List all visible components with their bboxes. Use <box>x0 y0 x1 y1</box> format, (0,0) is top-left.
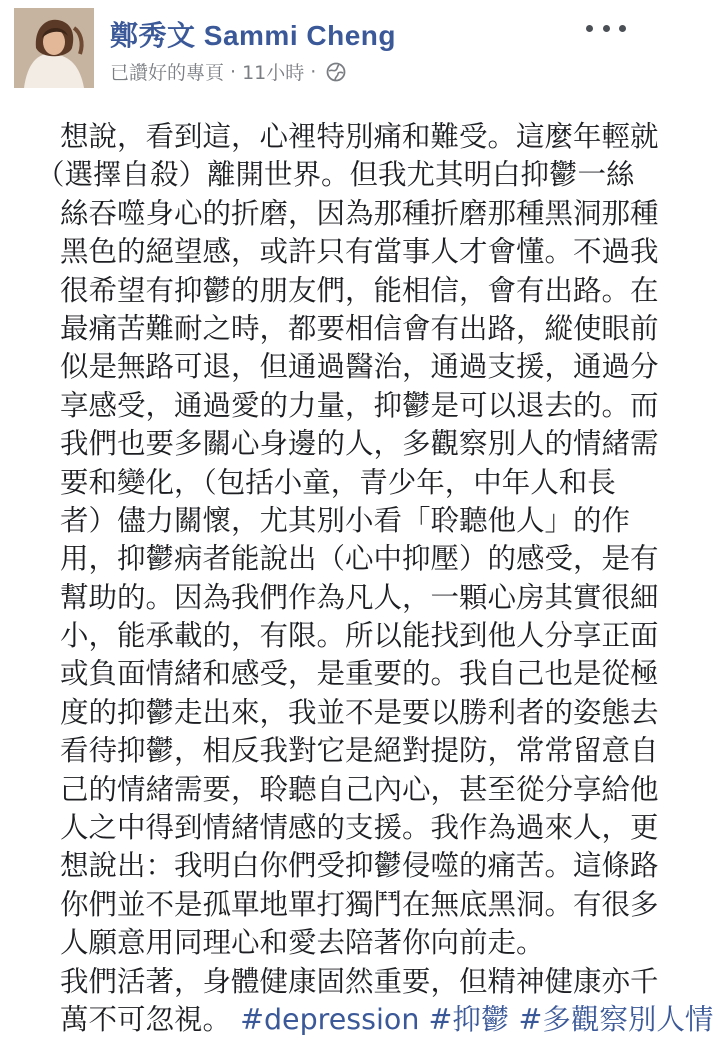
post-text-line: 黑色的絕望感，或許只有當事人才會懂。不過我 <box>60 235 659 269</box>
post-text-line-with-hashtags <box>60 1001 713 1039</box>
post-text-line: 者）儘力關懷，尤其別小看「聆聽他人」的作 <box>60 503 631 537</box>
author-name-link[interactable]: 鄭秀文 Sammi Cheng <box>110 20 396 51</box>
post-text-line: 幫助的。因為我們作為凡人，一顆心房其實很細 <box>60 580 659 614</box>
post-text-line: 最痛苦難耐之時，都要相信會有出路，縱使眼前 <box>60 311 659 345</box>
post-text-line: 很希望有抑鬱的朋友們，能相信，會有出路。在 <box>60 273 659 307</box>
post-text-line: 想說，看到這，心裡特別痛和難受。這麼年輕就 <box>60 120 659 153</box>
avatar[interactable] <box>14 8 94 88</box>
post-text-line: 我們也要多關心身邊的人，多觀察別人的情緒需 <box>60 427 659 461</box>
more-dot <box>586 25 593 32</box>
hashtag-link[interactable]: #多觀察別人情 <box>518 1002 713 1036</box>
meta-separator-2: · <box>310 60 317 83</box>
post-text-line: （選擇自殺）離開世界。但我尤其明白抑鬱一絲 <box>36 158 635 192</box>
post-text-line: 或負面情緒和感受，是重要的。我自己也是從極 <box>60 657 659 691</box>
post-text-line: 似是無路可退，但通過醫治，通過支援，通過分 <box>60 350 659 384</box>
post-timestamp-link[interactable]: 11小時 <box>242 62 305 84</box>
post-text: 萬不可忽視。 <box>60 1002 232 1036</box>
post-text-line: 己的情緒需要，聆聽自己內心，甚至從分享給他 <box>60 772 659 806</box>
post-text-line: 看待抑鬱，相反我對它是絕對提防，常常留意自 <box>60 734 659 768</box>
post-text-line: 你們並不是孤單地單打獨鬥在無底黑洞。有很多 <box>60 887 659 921</box>
post-text-line: 用，抑鬱病者能說出（心中抑壓）的感受，是有 <box>60 542 659 576</box>
more-dot <box>603 25 610 32</box>
liked-page-label: 已讚好的專頁 <box>110 62 225 84</box>
post-header <box>0 0 640 96</box>
post-text-line: 想說出：我明白你們受抑鬱侵噬的痛苦。這條路 <box>60 849 659 883</box>
post-text-line: 要和變化，（包括小童，青少年，中年人和長 <box>60 465 616 499</box>
globe-icon[interactable] <box>326 62 346 82</box>
more-dot <box>619 25 626 32</box>
post-text-line: 享感受，通過愛的力量，抑鬱是可以退去的。而 <box>60 388 659 422</box>
post-meta <box>110 58 346 85</box>
more-options-icon[interactable] <box>586 18 626 38</box>
post-body <box>36 118 713 1039</box>
avatar-image <box>14 8 94 88</box>
meta-separator: · <box>230 60 237 83</box>
post-text-line: 人之中得到情緒情感的支援。我作為過來人，更 <box>60 811 659 845</box>
hashtag-link[interactable]: #depression <box>240 1002 420 1036</box>
post-text-line: 我們活著，身體健康固然重要，但精神健康亦千 <box>60 964 659 998</box>
hashtag-link[interactable]: #抑鬱 <box>428 1002 510 1036</box>
post-text-line: 人願意用同理心和愛去陪著你向前走。 <box>60 926 545 960</box>
post-text-line: 小，能承載的，有限。所以能找到他人分享正面 <box>60 619 659 653</box>
post-text-line: 度的抑鬱走出來，我並不是要以勝利者的姿態去 <box>60 695 659 729</box>
post-text-line: 絲吞噬身心的折磨，因為那種折磨那種黑洞那種 <box>60 196 659 230</box>
